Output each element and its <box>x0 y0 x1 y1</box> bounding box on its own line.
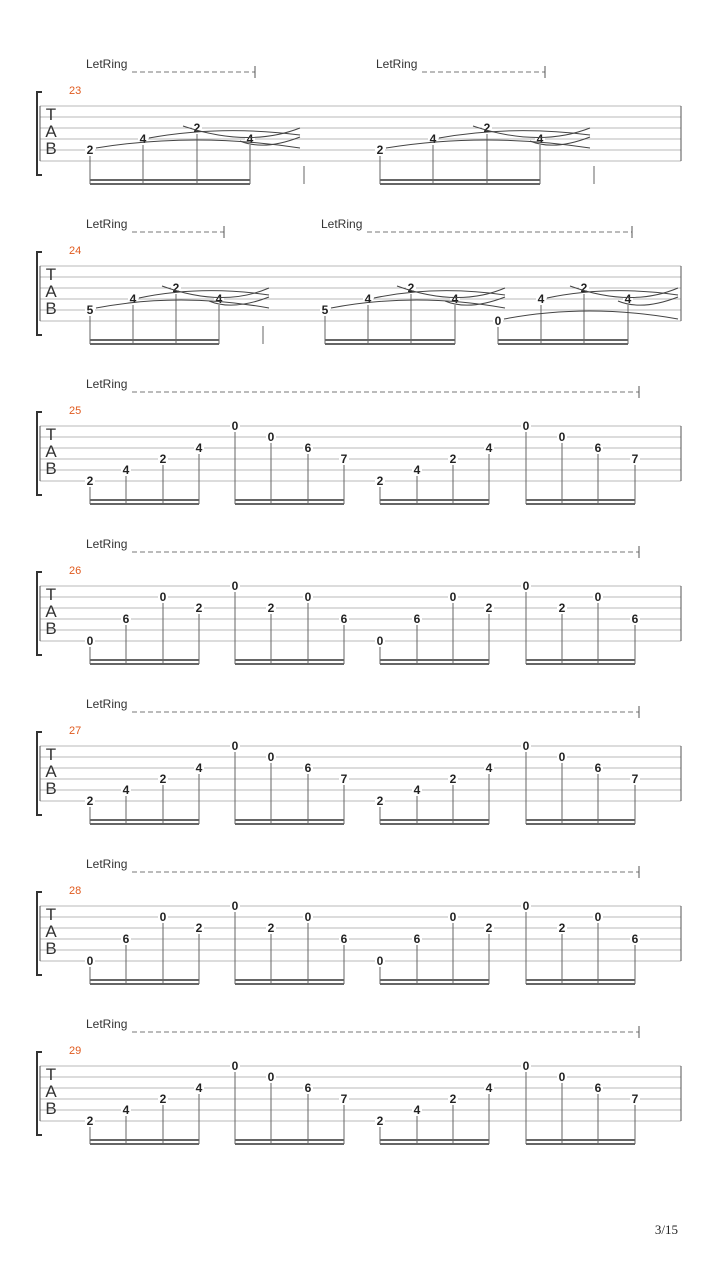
tab-system-28 <box>37 857 681 985</box>
beam <box>526 663 635 665</box>
fret-number: 2 <box>449 772 457 786</box>
fret-number: 2 <box>159 1092 167 1106</box>
fret-number: 0 <box>231 1059 239 1073</box>
fret-number: 2 <box>580 281 588 295</box>
fret-number: 2 <box>376 474 384 488</box>
beam <box>90 819 199 821</box>
fret-number: 2 <box>86 143 94 157</box>
fret-number: 2 <box>376 143 384 157</box>
fret-number: 2 <box>449 452 457 466</box>
fret-number: 4 <box>413 463 421 477</box>
fret-number: 6 <box>304 441 312 455</box>
let-ring-label: LetRing <box>86 857 128 871</box>
tab-system-26 <box>37 537 681 665</box>
fret-number: 4 <box>624 292 632 306</box>
beam <box>526 979 635 981</box>
fret-number: 5 <box>86 303 94 317</box>
tab-clef-letter: A <box>45 442 57 461</box>
tab-clef-letter: T <box>45 265 57 284</box>
fret-number: 0 <box>522 739 530 753</box>
fret-number: 4 <box>537 292 545 306</box>
fret-number: 2 <box>485 601 493 615</box>
fret-number: 0 <box>449 590 457 604</box>
fret-number: 7 <box>340 452 348 466</box>
fret-number: 6 <box>594 761 602 775</box>
fret-number: 2 <box>483 121 491 135</box>
measure-number: 25 <box>69 405 82 417</box>
beam <box>380 1143 489 1145</box>
fret-number: 0 <box>594 590 602 604</box>
beam <box>235 499 344 501</box>
fret-number: 4 <box>246 132 254 146</box>
fret-number: 4 <box>195 761 203 775</box>
fret-number: 2 <box>267 921 275 935</box>
tab-clef-letter: B <box>45 779 57 798</box>
beam <box>526 659 635 661</box>
fret-number: 2 <box>159 452 167 466</box>
fret-number: 0 <box>522 1059 530 1073</box>
fret-number: 7 <box>340 772 348 786</box>
fret-number: 6 <box>413 612 421 626</box>
beam <box>90 339 219 341</box>
fret-number: 2 <box>558 921 566 935</box>
page-number: 3/15 <box>654 1222 678 1237</box>
beam <box>235 823 344 825</box>
tab-clef-letter: B <box>45 459 57 478</box>
beam <box>90 983 199 985</box>
fret-number: 2 <box>86 474 94 488</box>
tab-clef-letter: A <box>45 602 57 621</box>
beam <box>498 343 628 345</box>
let-ring-label: LetRing <box>321 217 363 231</box>
tab-clef-letter: A <box>45 282 57 301</box>
beam <box>380 979 489 981</box>
let-ring-label: LetRing <box>376 57 418 71</box>
fret-number: 6 <box>594 441 602 455</box>
fret-number: 2 <box>407 281 415 295</box>
fret-number: 0 <box>376 954 384 968</box>
beam <box>90 183 250 185</box>
fret-number: 0 <box>267 430 275 444</box>
fret-number: 2 <box>485 921 493 935</box>
fret-number: 5 <box>321 303 329 317</box>
fret-number: 6 <box>340 932 348 946</box>
measure-number: 26 <box>69 565 82 577</box>
tab-clef-letter: B <box>45 1099 57 1118</box>
tab-clef-letter: B <box>45 939 57 958</box>
beam <box>380 823 489 825</box>
beam <box>90 499 199 501</box>
fret-number: 0 <box>304 910 312 924</box>
fret-number: 7 <box>631 1092 639 1106</box>
let-ring-label: LetRing <box>86 377 128 391</box>
tab-clef-letter: B <box>45 139 57 158</box>
beam <box>526 983 635 985</box>
fret-number: 4 <box>413 1103 421 1117</box>
fret-number: 4 <box>139 132 147 146</box>
fret-number: 0 <box>231 739 239 753</box>
tab-clef-letter: T <box>45 1065 57 1084</box>
fret-number: 4 <box>429 132 437 146</box>
beam <box>380 499 489 501</box>
beam <box>90 503 199 505</box>
fret-number: 4 <box>122 463 130 477</box>
beam <box>380 819 489 821</box>
fret-number: 2 <box>376 794 384 808</box>
beam <box>380 179 540 181</box>
fret-number: 0 <box>594 910 602 924</box>
tab-clef-letter: T <box>45 105 57 124</box>
beam <box>235 503 344 505</box>
tie-arc <box>96 140 300 148</box>
fret-number: 4 <box>195 1081 203 1095</box>
fret-number: 0 <box>522 579 530 593</box>
fret-number: 2 <box>159 772 167 786</box>
tab-clef-letter: A <box>45 122 57 141</box>
beam <box>90 343 219 345</box>
beam <box>90 663 199 665</box>
fret-number: 6 <box>594 1081 602 1095</box>
fret-number: 0 <box>231 419 239 433</box>
fret-number: 6 <box>631 932 639 946</box>
fret-number: 0 <box>159 910 167 924</box>
fret-number: 0 <box>304 590 312 604</box>
measure-number: 29 <box>69 1045 82 1057</box>
fret-number: 2 <box>376 1114 384 1128</box>
tab-clef-letter: A <box>45 762 57 781</box>
fret-number: 0 <box>376 634 384 648</box>
fret-number: 6 <box>304 761 312 775</box>
fret-number: 0 <box>522 899 530 913</box>
fret-number: 2 <box>193 121 201 135</box>
fret-number: 6 <box>304 1081 312 1095</box>
tab-clef-letter: B <box>45 619 57 638</box>
let-ring-label: LetRing <box>86 57 128 71</box>
fret-number: 0 <box>494 314 502 328</box>
beam <box>380 503 489 505</box>
fret-number: 6 <box>122 932 130 946</box>
tab-clef-letter: T <box>45 425 57 444</box>
fret-number: 0 <box>231 899 239 913</box>
beam <box>380 659 489 661</box>
fret-number: 4 <box>485 441 493 455</box>
tab-clef-letter: T <box>45 905 57 924</box>
beam <box>235 1139 344 1141</box>
beam <box>90 823 199 825</box>
fret-number: 4 <box>364 292 372 306</box>
fret-number: 6 <box>413 932 421 946</box>
measure-number: 28 <box>69 885 82 897</box>
beam <box>380 663 489 665</box>
fret-number: 0 <box>267 750 275 764</box>
fret-number: 4 <box>122 783 130 797</box>
beam <box>325 339 455 341</box>
fret-number: 0 <box>86 634 94 648</box>
let-ring-label: LetRing <box>86 537 128 551</box>
fret-number: 2 <box>86 1114 94 1128</box>
let-ring-label: LetRing <box>86 217 128 231</box>
beam <box>90 1143 199 1145</box>
tab-clef-letter: B <box>45 299 57 318</box>
fret-number: 0 <box>449 910 457 924</box>
fret-number: 4 <box>485 1081 493 1095</box>
tab-clef-letter: T <box>45 745 57 764</box>
tab-clef-letter: A <box>45 922 57 941</box>
beam <box>498 339 628 341</box>
beam <box>90 659 199 661</box>
fret-number: 0 <box>159 590 167 604</box>
fret-number: 4 <box>536 132 544 146</box>
fret-number: 0 <box>558 750 566 764</box>
beam <box>526 819 635 821</box>
fret-number: 4 <box>413 783 421 797</box>
beam <box>235 983 344 985</box>
fret-number: 6 <box>340 612 348 626</box>
fret-number: 7 <box>340 1092 348 1106</box>
beam <box>526 503 635 505</box>
beam <box>235 1143 344 1145</box>
fret-number: 4 <box>485 761 493 775</box>
beam <box>90 1139 199 1141</box>
fret-number: 4 <box>215 292 223 306</box>
fret-number: 0 <box>86 954 94 968</box>
beam <box>526 1139 635 1141</box>
beam <box>235 979 344 981</box>
beam <box>235 659 344 661</box>
tab-clef-letter: A <box>45 1082 57 1101</box>
beam <box>235 819 344 821</box>
beam <box>235 663 344 665</box>
fret-number: 7 <box>631 772 639 786</box>
fret-number: 4 <box>129 292 137 306</box>
fret-number: 4 <box>451 292 459 306</box>
beam <box>90 979 199 981</box>
let-ring-label: LetRing <box>86 697 128 711</box>
beam <box>526 823 635 825</box>
tab-system-27 <box>37 697 681 825</box>
fret-number: 2 <box>195 601 203 615</box>
fret-number: 0 <box>522 419 530 433</box>
fret-number: 0 <box>267 1070 275 1084</box>
beam <box>526 499 635 501</box>
fret-number: 2 <box>172 281 180 295</box>
beam <box>325 343 455 345</box>
beam <box>380 183 540 185</box>
fret-number: 2 <box>267 601 275 615</box>
fret-number: 6 <box>631 612 639 626</box>
fret-number: 2 <box>86 794 94 808</box>
tab-system-23 <box>37 57 681 185</box>
tie-arc <box>386 140 590 148</box>
tab-system-25 <box>37 377 681 505</box>
let-ring-label: LetRing <box>86 1017 128 1031</box>
tab-system-24 <box>37 217 681 345</box>
fret-number: 0 <box>558 430 566 444</box>
fret-number: 6 <box>122 612 130 626</box>
fret-number: 2 <box>558 601 566 615</box>
fret-number: 2 <box>449 1092 457 1106</box>
tab-clef-letter: T <box>45 585 57 604</box>
tie-arc <box>504 311 678 319</box>
fret-number: 0 <box>558 1070 566 1084</box>
fret-number: 4 <box>195 441 203 455</box>
beam <box>90 179 250 181</box>
fret-number: 4 <box>122 1103 130 1117</box>
beam <box>380 983 489 985</box>
measure-number: 23 <box>69 85 82 97</box>
measure-number: 27 <box>69 725 82 737</box>
fret-number: 2 <box>195 921 203 935</box>
beam <box>526 1143 635 1145</box>
fret-number: 0 <box>231 579 239 593</box>
fret-number: 7 <box>631 452 639 466</box>
tab-system-29 <box>37 1017 681 1145</box>
measure-number: 24 <box>69 245 82 257</box>
beam <box>380 1139 489 1141</box>
